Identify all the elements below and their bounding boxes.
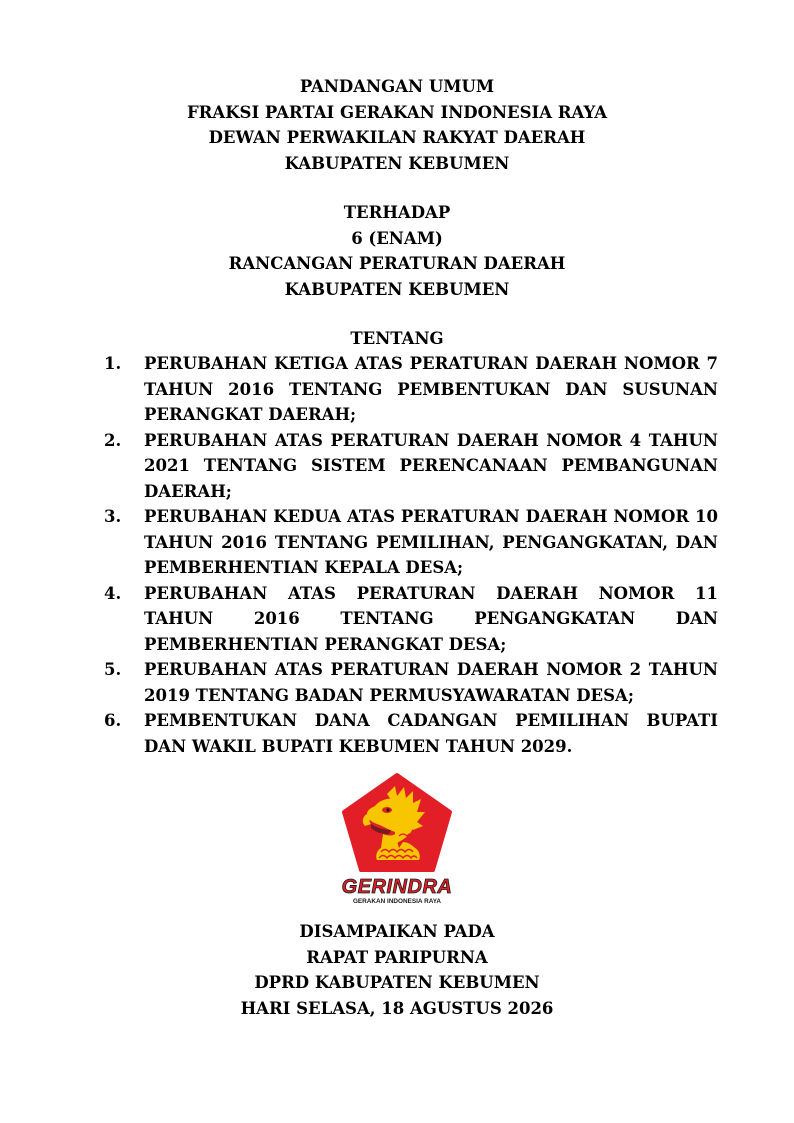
item-number: 3. (104, 507, 122, 526)
terhadap-line-1: TERHADAP (343, 203, 451, 222)
closing-line-1: DISAMPAIKAN PADA (299, 922, 495, 941)
header-line-1: PANDANGAN UMUM (299, 77, 495, 96)
terhadap-section (0, 200, 794, 302)
logo-tagline: GERAKAN INDONESIA RAYA (352, 898, 442, 905)
list-item (104, 351, 718, 428)
tentang-heading (0, 326, 794, 352)
item-text: PERUBAHAN KEDUA ATAS PERATURAN DAERAH NOMOR 10 TAHUN 2016 TENTANG PEMILIHAN, PENGANGKATAN, DAN PEMBERHENTIAN KEPALA DESA; (144, 507, 718, 577)
raperda-list (104, 351, 718, 759)
terhadap-line-2: 6 (ENAM) (351, 228, 443, 248)
item-number: 1. (104, 354, 122, 373)
closing-line-4: HARI SELASA, 18 AGUSTUS 2026 (240, 998, 554, 1018)
header-line-2: FRAKSI PARTAI GERAKAN INDONESIA RAYA (186, 102, 608, 122)
logo-wordmark: GERINDRA (341, 876, 453, 898)
item-text: PEMBENTUKAN DANA CADANGAN PEMILIHAN BUPATI DAN WAKIL BUPATI KEBUMEN TAHUN 2029. (144, 711, 718, 756)
closing-line-2: RAPAT PARIPURNA (306, 947, 488, 967)
terhadap-line-4: KABUPATEN KEBUMEN (284, 279, 510, 299)
list-item (104, 504, 718, 581)
item-text: PERUBAHAN ATAS PERATURAN DAERAH NOMOR 4 TAHUN 2021 TENTANG SISTEM PERENCANAAN PEMBANGUNAN DAERAH; (144, 430, 718, 501)
item-number: 6. (104, 711, 122, 730)
item-number: 4. (104, 583, 122, 603)
list-item (104, 657, 718, 708)
item-number: 5. (104, 660, 122, 679)
list-item (104, 428, 718, 505)
terhadap-line-3: RANCANGAN PERATURAN DAERAH (228, 254, 566, 273)
closing-line-3: DPRD KABUPATEN KEBUMEN (254, 973, 540, 992)
item-text: PERUBAHAN ATAS PERATURAN DAERAH NOMOR 11 TAHUN 2016 TENTANG PENGANGKATAN DAN PEMBERHENTIAN PERANGKAT DESA; (144, 583, 718, 654)
header-line-3: DEWAN PERWAKILAN RAKYAT DAERAH (208, 128, 586, 147)
tentang-label: TENTANG (350, 329, 444, 348)
header-line-4: KABUPATEN KEBUMEN (284, 153, 510, 173)
item-number: 2. (104, 430, 122, 450)
document-header (0, 74, 794, 176)
item-text: PERUBAHAN KETIGA ATAS PERATURAN DAERAH NOMOR 7 TAHUN 2016 TENTANG PEMBENTUKAN DAN SUSUNAN PERANGKAT DAERAH; (144, 354, 718, 424)
gerindra-logo (337, 772, 457, 907)
list-item (104, 581, 718, 658)
list-item (104, 708, 718, 759)
item-text: PERUBAHAN ATAS PERATURAN DAERAH NOMOR 2 TAHUN 2019 TENTANG BADAN PERMUSYAWARATAN DESA; (144, 660, 718, 705)
closing-section (0, 919, 794, 1021)
